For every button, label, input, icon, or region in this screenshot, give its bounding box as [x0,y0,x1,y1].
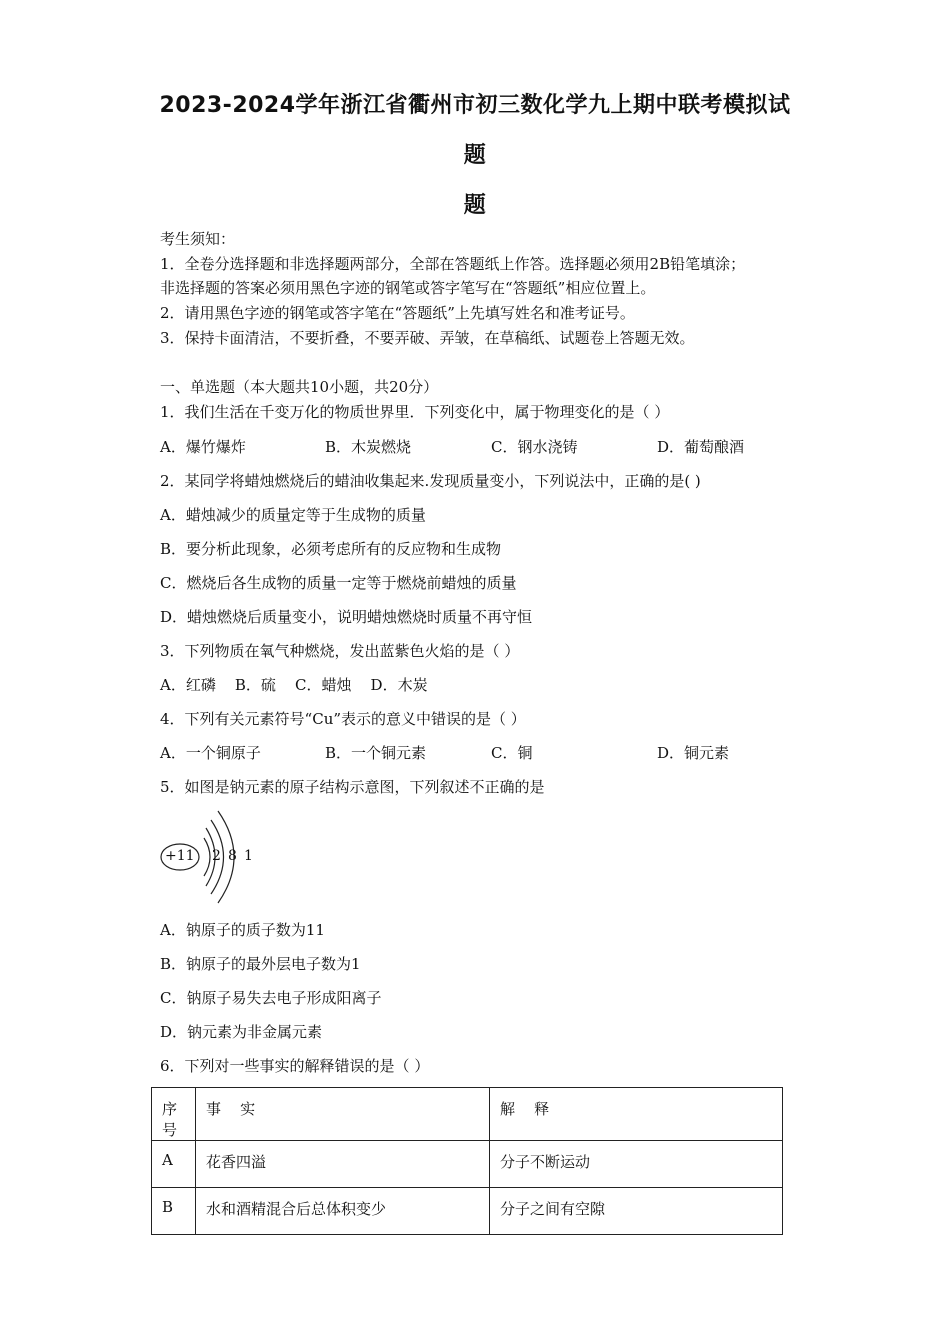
title-line-1: 2023-2024学年浙江省衢州市初三数化学九上期中联考模拟试 [159,93,791,118]
q4-option-b: B．一个铜元素 [325,744,427,762]
table-header-cell: 序号 [152,1088,196,1141]
table-header-row [152,1088,783,1141]
table-cell: 分子之间有空隙 [490,1188,783,1235]
table-cell: 分子不断运动 [490,1141,783,1188]
table-row [152,1188,783,1235]
q2-option-d: D．蜡烛燃烧后质量变小，说明蜡烛燃烧时质量不再守恒 [160,608,533,626]
shell-electrons: 1 [244,848,253,864]
table-cell: B [152,1188,196,1235]
title-line-3: 题 [463,193,487,218]
q1-option-c: C．钢水浇铸 [491,438,578,456]
q5-stem: 5．如图是钠元素的原子结构示意图，下列叙述不正确的是 [160,778,545,796]
facts-table [151,1087,783,1235]
q2-option-b: B．要分析此现象，必须考虑所有的反应物和生成物 [160,540,502,558]
q3-stem: 3．下列物质在氧气种燃烧，发出蓝紫色火焰的是（ ） [160,642,520,660]
table-cell: A [152,1141,196,1188]
section-heading: 一、单选题（本大题共10小题，共20分） [160,378,439,396]
q4-option-a: A．一个铜原子 [160,744,261,762]
notice-item: 2．请用黑色字迹的钢笔或答字笔在“答题纸”上先填写姓名和准考证号。 [160,304,635,322]
nucleus-charge: +11 [165,848,195,864]
table-cell: 水和酒精混合后总体积变少 [196,1188,490,1235]
q6-stem: 6．下列对一些事实的解释错误的是（ ） [160,1057,430,1075]
q4-option-d: D．铜元素 [657,744,730,762]
q2-stem: 2．某同学将蜡烛燃烧后的蜡油收集起来.发现质量变小，下列说法中，正确的是( ) [160,472,701,490]
notice-item: 1．全卷分选择题和非选择题两部分，全部在答题纸上作答。选择题必须用2B铅笔填涂； [160,255,746,273]
q5-option-a: A．钠原子的质子数为11 [160,921,325,939]
notice-heading: 考生须知： [160,230,236,248]
table-cell: 花香四溢 [196,1141,490,1188]
shell-electrons: 2 [212,848,221,864]
sodium-atom-diagram [158,805,268,905]
notice-item: 3．保持卡面清洁，不要折叠，不要弄破、弄皱，在草稿纸、试题卷上答题无效。 [160,329,695,347]
table-header-cell: 事 实 [196,1088,490,1141]
q4-option-c: C．铜 [491,744,533,762]
table-row [152,1141,783,1188]
shell-electrons: 8 [228,848,237,864]
notice-item: 非选择题的答案必须用黑色字迹的钢笔或答字笔写在“答题纸”相应位置上。 [160,279,656,297]
q1-option-a: A．爆竹爆炸 [160,438,246,456]
title-line-2: 题 [463,143,487,168]
q2-option-c: C．燃烧后各生成物的质量一定等于燃烧前蜡烛的质量 [160,574,517,592]
q1-option-d: D．葡萄酿酒 [657,438,745,456]
q3-options: A．红磷 B．硫 C．蜡烛 D．木炭 [160,676,428,694]
q1-stem: 1．我们生活在千变万化的物质世界里．下列变化中，属于物理变化的是（ ） [160,403,670,421]
q4-stem: 4．下列有关元素符号“Cu”表示的意义中错误的是（ ） [160,710,526,728]
q5-option-c: C．钠原子易失去电子形成阳离子 [160,989,382,1007]
q2-option-a: A．蜡烛减少的质量定等于生成物的质量 [160,506,426,524]
q1-option-b: B．木炭燃烧 [325,438,412,456]
q5-option-d: D．钠元素为非金属元素 [160,1023,323,1041]
table-header-cell: 解 释 [490,1088,783,1141]
q5-option-b: B．钠原子的最外层电子数为1 [160,955,361,973]
